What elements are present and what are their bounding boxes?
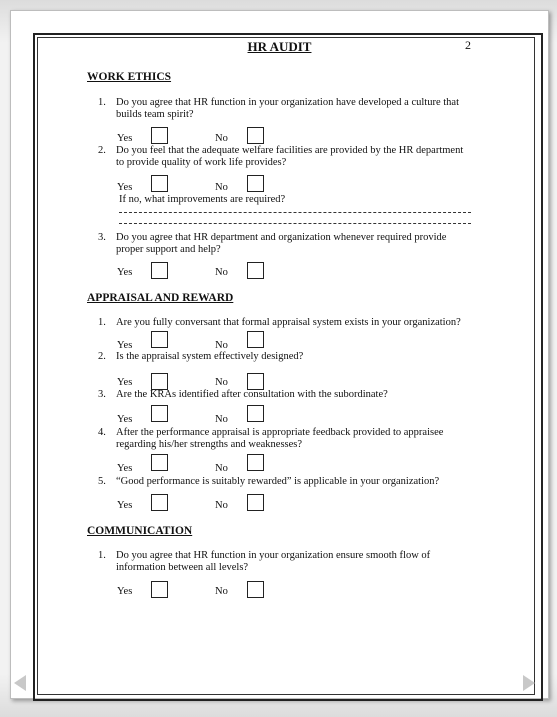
no-label: No bbox=[215, 500, 228, 511]
section-heading-appraisal-and-reward: APPRAISAL AND REWARD bbox=[87, 292, 234, 304]
no-label: No bbox=[215, 267, 228, 278]
answer-line-1[interactable] bbox=[119, 212, 471, 213]
yes-label: Yes bbox=[117, 500, 133, 511]
section-heading-communication: COMMUNICATION bbox=[87, 525, 193, 537]
followup-prompt: If no, what improvements are required? bbox=[119, 194, 286, 205]
page-number: 2 bbox=[465, 38, 471, 52]
question-number: 5. bbox=[98, 476, 106, 487]
yes-checkbox[interactable] bbox=[151, 494, 168, 511]
question-work-ethics-2 bbox=[98, 145, 488, 169]
yes-label: Yes bbox=[117, 133, 133, 144]
yes-label: Yes bbox=[117, 377, 133, 388]
answer-line-2[interactable] bbox=[119, 223, 471, 224]
question-number: 2. bbox=[98, 145, 106, 156]
question-text-line1: Do you agree that HR function in your organization ensure smooth flow of bbox=[116, 550, 431, 561]
no-label: No bbox=[215, 133, 228, 144]
question-work-ethics-1 bbox=[98, 97, 488, 121]
yes-label: Yes bbox=[117, 182, 133, 193]
question-appraisal-1 bbox=[98, 317, 488, 329]
no-label: No bbox=[215, 377, 228, 388]
no-checkbox[interactable] bbox=[247, 331, 264, 348]
page-border-inner bbox=[37, 37, 535, 695]
no-checkbox[interactable] bbox=[247, 262, 264, 279]
no-checkbox[interactable] bbox=[247, 405, 264, 422]
no-checkbox[interactable] bbox=[247, 373, 264, 390]
question-text-line2: information between all levels? bbox=[116, 562, 249, 573]
yes-checkbox[interactable] bbox=[151, 581, 168, 598]
yes-label: Yes bbox=[117, 340, 133, 351]
no-checkbox[interactable] bbox=[247, 581, 264, 598]
yes-checkbox[interactable] bbox=[151, 127, 168, 144]
section-heading-work-ethics: WORK ETHICS bbox=[87, 71, 172, 83]
question-number: 3. bbox=[98, 232, 106, 243]
question-text-line1: Do you agree that HR function in your organization have developed a culture that bbox=[116, 97, 459, 108]
yes-checkbox[interactable] bbox=[151, 454, 168, 471]
question-text-line2: proper support and help? bbox=[116, 244, 221, 255]
previous-page-arrow-icon[interactable] bbox=[14, 675, 26, 691]
question-number: 1. bbox=[98, 317, 106, 328]
question-work-ethics-3 bbox=[98, 232, 488, 256]
question-text-line2: regarding his/her strengths and weaknesses? bbox=[116, 439, 303, 450]
question-text-line1: Are the KRAs identified after consultation with the subordinate? bbox=[116, 389, 388, 400]
no-checkbox[interactable] bbox=[247, 127, 264, 144]
no-label: No bbox=[215, 340, 228, 351]
question-text-line1: After the performance appraisal is appropriate feedback provided to appraisee bbox=[116, 427, 444, 438]
question-text-line2: to provide quality of work life provides? bbox=[116, 157, 287, 168]
no-checkbox[interactable] bbox=[247, 454, 264, 471]
next-page-arrow-icon[interactable] bbox=[523, 675, 535, 691]
question-appraisal-5 bbox=[98, 476, 488, 488]
question-appraisal-2 bbox=[98, 351, 488, 363]
question-communication-1 bbox=[98, 550, 488, 574]
question-text-line1: Do you feel that the adequate welfare facilities are provided by the HR department bbox=[116, 145, 464, 156]
yes-checkbox[interactable] bbox=[151, 175, 168, 192]
page-title: HR AUDIT bbox=[247, 39, 312, 54]
question-number: 1. bbox=[98, 550, 106, 561]
question-text-line1: Is the appraisal system effectively designed? bbox=[116, 351, 304, 362]
yes-label: Yes bbox=[117, 586, 133, 597]
question-text-line2: builds team spirit? bbox=[116, 109, 194, 120]
question-text-line1: Are you fully conversant that formal appraisal system exists in your organization? bbox=[116, 317, 461, 328]
yes-label: Yes bbox=[117, 463, 133, 474]
yes-label: Yes bbox=[117, 414, 133, 425]
yes-checkbox[interactable] bbox=[151, 405, 168, 422]
no-label: No bbox=[215, 414, 228, 425]
yes-label: Yes bbox=[117, 267, 133, 278]
no-label: No bbox=[215, 182, 228, 193]
no-label: No bbox=[215, 463, 228, 474]
question-number: 2. bbox=[98, 351, 106, 362]
no-checkbox[interactable] bbox=[247, 494, 264, 511]
question-text-line1: Do you agree that HR department and organization whenever required provide bbox=[116, 232, 447, 243]
no-checkbox[interactable] bbox=[247, 175, 264, 192]
no-label: No bbox=[215, 586, 228, 597]
yes-checkbox[interactable] bbox=[151, 373, 168, 390]
question-number: 4. bbox=[98, 427, 106, 438]
question-appraisal-4 bbox=[98, 427, 488, 451]
question-number: 3. bbox=[98, 389, 106, 400]
yes-checkbox[interactable] bbox=[151, 262, 168, 279]
question-appraisal-3 bbox=[98, 389, 488, 401]
document-page bbox=[10, 10, 549, 699]
question-number: 1. bbox=[98, 97, 106, 108]
question-text-line1: “Good performance is suitably rewarded” is applicable in your organization? bbox=[116, 476, 440, 487]
yes-checkbox[interactable] bbox=[151, 331, 168, 348]
